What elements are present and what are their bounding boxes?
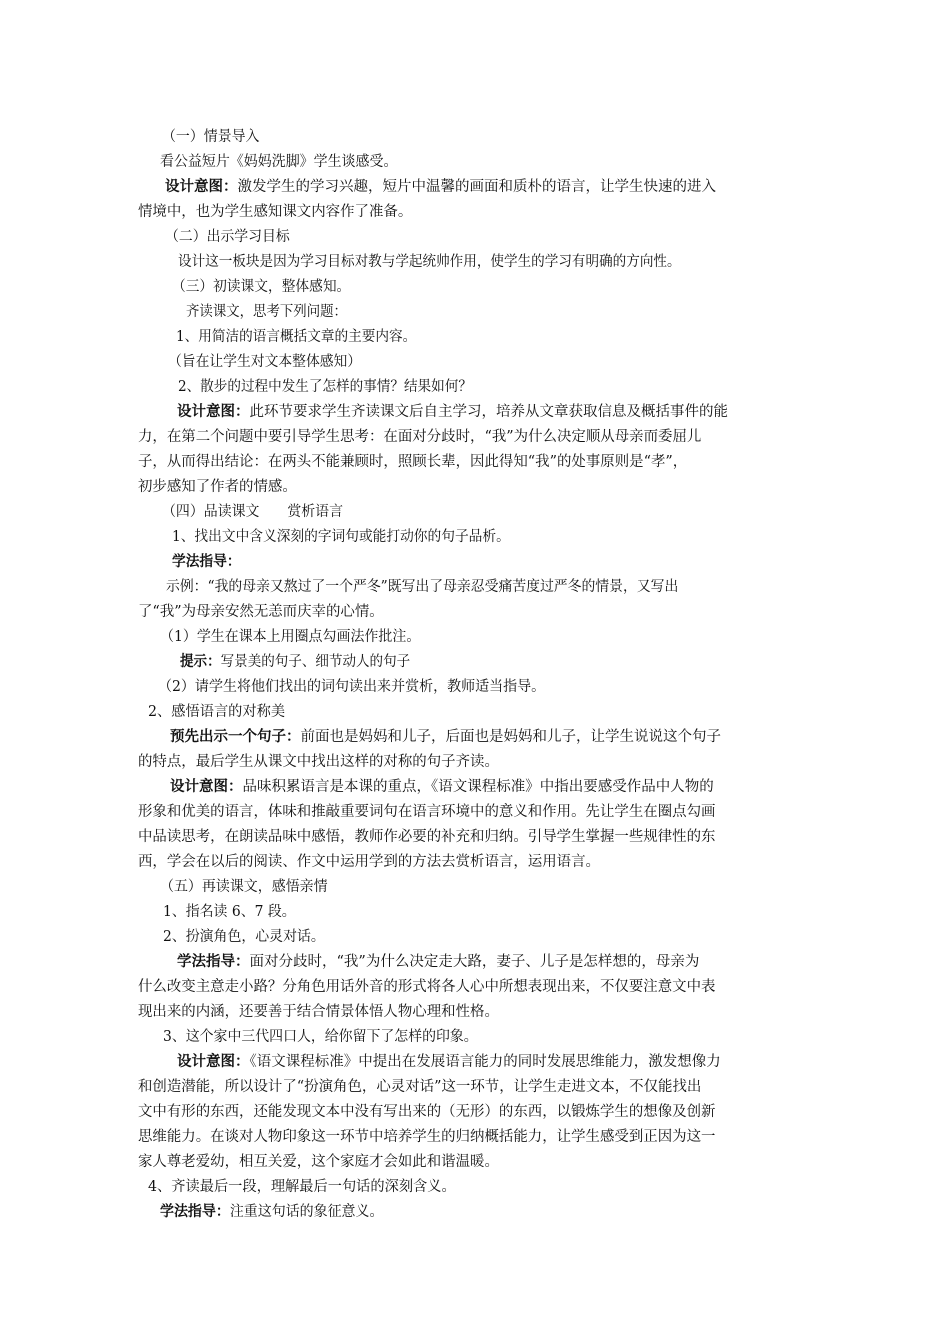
design-intent-paragraph: 设计意图：《语文课程标准》中提出在发展语言能力的同时发展思维能力，激发想像力 <box>177 1054 721 1070</box>
section-heading-3: （三）初读课文，整体感知。 <box>172 279 351 295</box>
paragraph: （1）学生在课本上用圈点勾画法作批注。 <box>160 629 421 645</box>
bold-label: 设计意图： <box>165 179 238 195</box>
bold-label: 学法指导： <box>177 954 250 970</box>
bold-label: 学法指导： <box>172 554 241 570</box>
design-intent-paragraph: 设计意图：品味积累语言是本课的重点，《语文课程标准》中指出要感受作品中人物的 <box>170 779 714 795</box>
paragraph: 齐读课文，思考下列问题： <box>186 304 347 320</box>
paragraph: 设计这一板块是因为学习目标对教与学起统帅作用，使学生的学习有明确的方向性。 <box>178 254 681 270</box>
question-item: 1、用简洁的语言概括文章的主要内容。 <box>176 329 417 345</box>
paragraph: 家人尊老爱幼，相互关爱，这个家庭才会如此和谐温暖。 <box>138 1154 499 1170</box>
paragraph: 形象和优美的语言，体味和推敲重要词句在语言环境中的意义和作用。先让学生在圈点勾画 <box>138 804 716 820</box>
paragraph: 的特点，最后学生从课文中找出这样的对称的句子齐读。 <box>138 754 499 770</box>
design-intent-paragraph: 设计意图：此环节要求学生齐读课文后自主学习，培养从文章获取信息及概括事件的能 <box>177 404 728 420</box>
tip-paragraph: 提示：写景美的句子、细节动人的句子 <box>180 654 411 670</box>
method-paragraph: 学法指导：注重这句话的象征意义。 <box>160 1204 384 1220</box>
paragraph: 看公益短片《妈妈洗脚》学生谈感受。 <box>160 154 398 170</box>
paragraph: 力，在第二个问题中要引导学生思考：在面对分歧时，“我”为什么决定顺从母亲而委屈儿 <box>138 429 702 445</box>
bold-label: 设计意图： <box>177 404 250 420</box>
design-intent-paragraph: 设计意图：激发学生的学习兴趣，短片中温馨的画面和质朴的语言，让学生快速的进入 <box>165 179 716 195</box>
section-heading-2: （二）出示学习目标 <box>165 229 290 245</box>
bold-label: 设计意图： <box>177 1054 250 1070</box>
paragraph: 示例：“我的母亲又熬过了一个严冬”既写出了母亲忍受痛苦度过严冬的情景，又写出 <box>166 579 679 595</box>
subsection-heading: 2、感悟语言的对称美 <box>148 704 286 720</box>
paragraph: 1、找出文中含义深刻的字词句或能打动你的句子品析。 <box>172 529 510 545</box>
bold-label: 提示： <box>180 654 221 670</box>
paragraph: 现出来的内涵，还要善于结合情景体悟人物心理和性格。 <box>138 1004 499 1020</box>
paragraph: 什么改变主意走小路？分角色用话外音的形式将各人心中所想表现出来，不仅要注意文中表 <box>138 979 716 995</box>
bold-heading <box>172 552 815 572</box>
question-item: 4、齐读最后一段，理解最后一句话的深刻含义。 <box>148 1179 456 1195</box>
question-item: 1、指名读 6、7 段。 <box>163 904 296 920</box>
paragraph: 文中有形的东西，还能发现文本中没有写出来的（无形）的东西，以锻炼学生的想像及创新 <box>138 1104 716 1120</box>
bold-label: 预先出示一个句子： <box>170 729 301 745</box>
paragraph: 了“我”为母亲安然无恙而庆幸的心情。 <box>138 604 384 620</box>
method-paragraph: 学法指导：面对分歧时，“我”为什么决定走大路，妻子、儿子是怎样想的，母亲为 <box>177 954 700 970</box>
section-heading-1: （一）情景导入 <box>162 129 260 145</box>
section-heading-4: （四）品读课文 赏析语言 <box>162 504 344 520</box>
paragraph: （旨在让学生对文本整体感知） <box>168 354 362 370</box>
paragraph: 初步感知了作者的情感。 <box>138 479 297 495</box>
paragraph: 西，学会在以后的阅读、作文中运用学到的方法去赏析语言，运用语言。 <box>138 854 600 870</box>
bold-label: 学法指导： <box>160 1204 230 1220</box>
paragraph: 思维能力。在谈对人物印象这一环节中培养学生的归纳概括能力，让学生感受到正因为这一 <box>138 1129 716 1145</box>
paragraph: 情境中，也为学生感知课文内容作了准备。 <box>138 204 413 220</box>
bold-label: 设计意图： <box>170 779 243 795</box>
paragraph: 中品读思考，在朗读品味中感悟，教师作必要的补充和归纳。引导学生掌握一些规律性的东 <box>138 829 716 845</box>
question-item: 3、这个家中三代四口人，给你留下了怎样的印象。 <box>163 1029 478 1045</box>
section-heading-5: （五）再读课文，感悟亲情 <box>160 879 328 895</box>
paragraph: （2）请学生将他们找出的词句读出来并赏析，教师适当指导。 <box>158 679 546 695</box>
paragraph: 预先出示一个句子：前面也是妈妈和儿子，后面也是妈妈和儿子，让学生说说这个句子 <box>170 729 721 745</box>
question-item: 2、扮演角色，心灵对话。 <box>163 929 325 945</box>
paragraph: 和创造潜能，所以设计了“扮演角色，心灵对话”这一环节，让学生走进文本，不仅能找出 <box>138 1079 702 1095</box>
paragraph: 子，从而得出结论：在两头不能兼顾时，照顾长辈，因此得知“我”的处事原则是“孝”， <box>138 454 688 470</box>
question-item: 2、散步的过程中发生了怎样的事情？结果如何？ <box>178 379 472 395</box>
